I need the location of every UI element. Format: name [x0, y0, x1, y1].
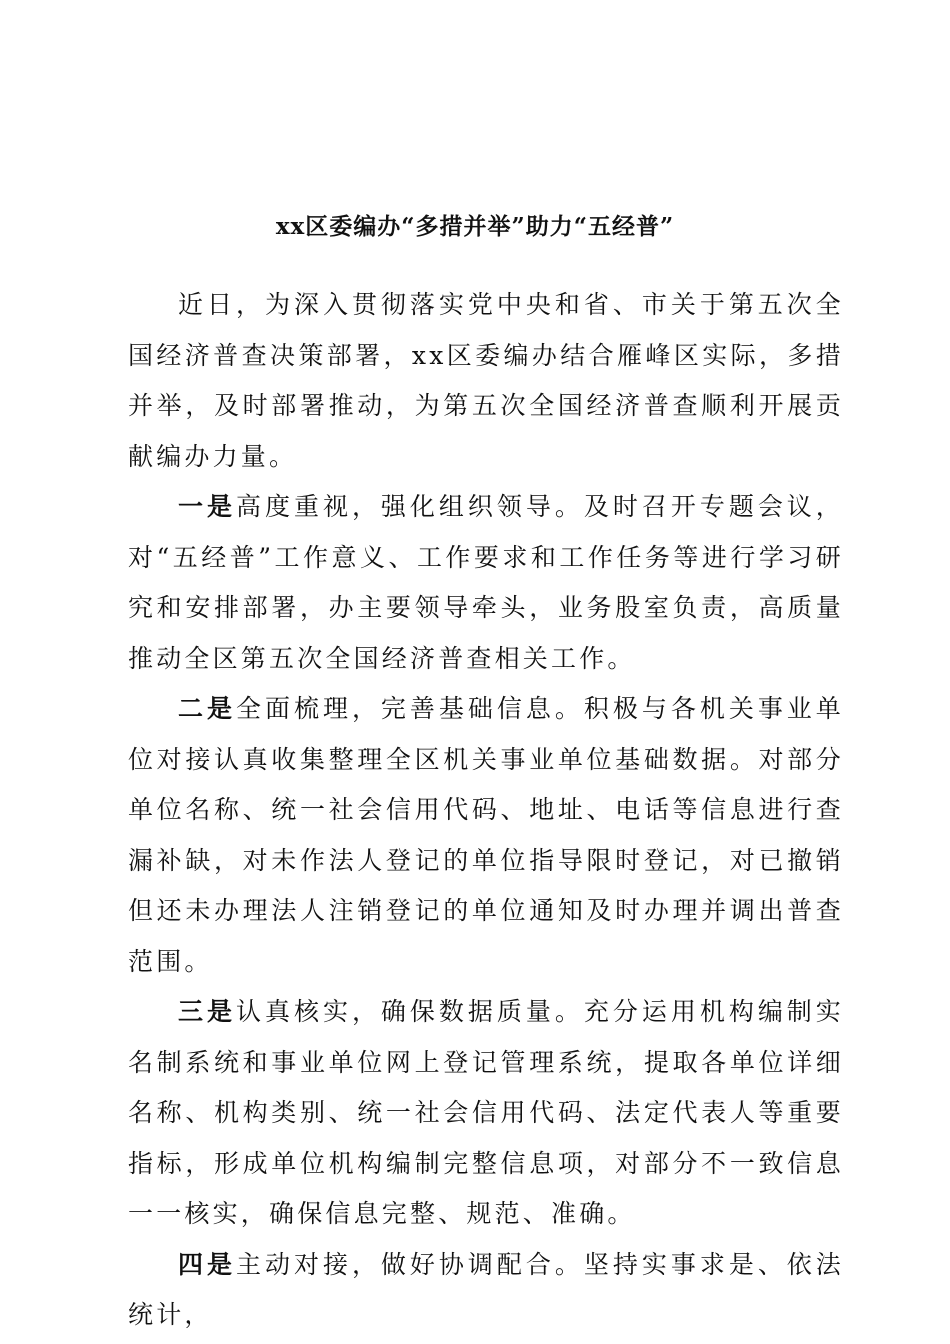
- document-title: xx区委编办“多措并举”助力“五经普”: [275, 213, 675, 240]
- paragraph-point-3: [128, 987, 844, 1240]
- paragraph-text: 主动对接，做好协调配合。坚持实事求是、依法统计，: [128, 1249, 844, 1329]
- paragraph-lead: 四是: [178, 1249, 236, 1279]
- paragraph-lead: 二是: [178, 694, 236, 723]
- paragraph-point-2: [128, 684, 844, 987]
- paragraph-lead: 一是: [178, 492, 236, 521]
- paragraph-point-4: [128, 1240, 844, 1341]
- paragraph-lead: 三是: [178, 997, 236, 1026]
- document-body: [128, 280, 844, 1341]
- paragraph-text: 近日，为深入贯彻落实党中央和省、市关于第五次全国经济普查决策部署，xx区委编办结合雁峰区实际，多措并举，及时部署推动，为第五次全国经济普查顺利开展贡献编办力量。: [128, 290, 844, 471]
- paragraph-point-1: [128, 482, 844, 684]
- paragraph-intro: [128, 280, 844, 482]
- paragraph-text: 高度重视，强化组织领导。及时召开专题会议，对“五经普”工作意义、工作要求和工作任务等进行学习研究和安排部署，办主要领导牵头，业务股室负责，高质量推动全区第五次全国经济普查相关工作。: [128, 492, 844, 673]
- paragraph-text: 认真核实，确保数据质量。充分运用机构编制实名制系统和事业单位网上登记管理系统，提取各单位详细名称、机构类别、统一社会信用代码、法定代表人等重要指标，形成单位机构编制完整信息项，对部分不一致信息一一核实，确保信息完整、规范、准确。: [128, 997, 844, 1228]
- paragraph-text: 全面梳理，完善基础信息。积极与各机关事业单位对接认真收集整理全区机关事业单位基础数据。对部分单位名称、统一社会信用代码、地址、电话等信息进行查漏补缺，对未作法人登记的单位指导限时登记，对已撤销但还未办理法人注销登记的单位通知及时办理并调出普查范围。: [128, 694, 844, 976]
